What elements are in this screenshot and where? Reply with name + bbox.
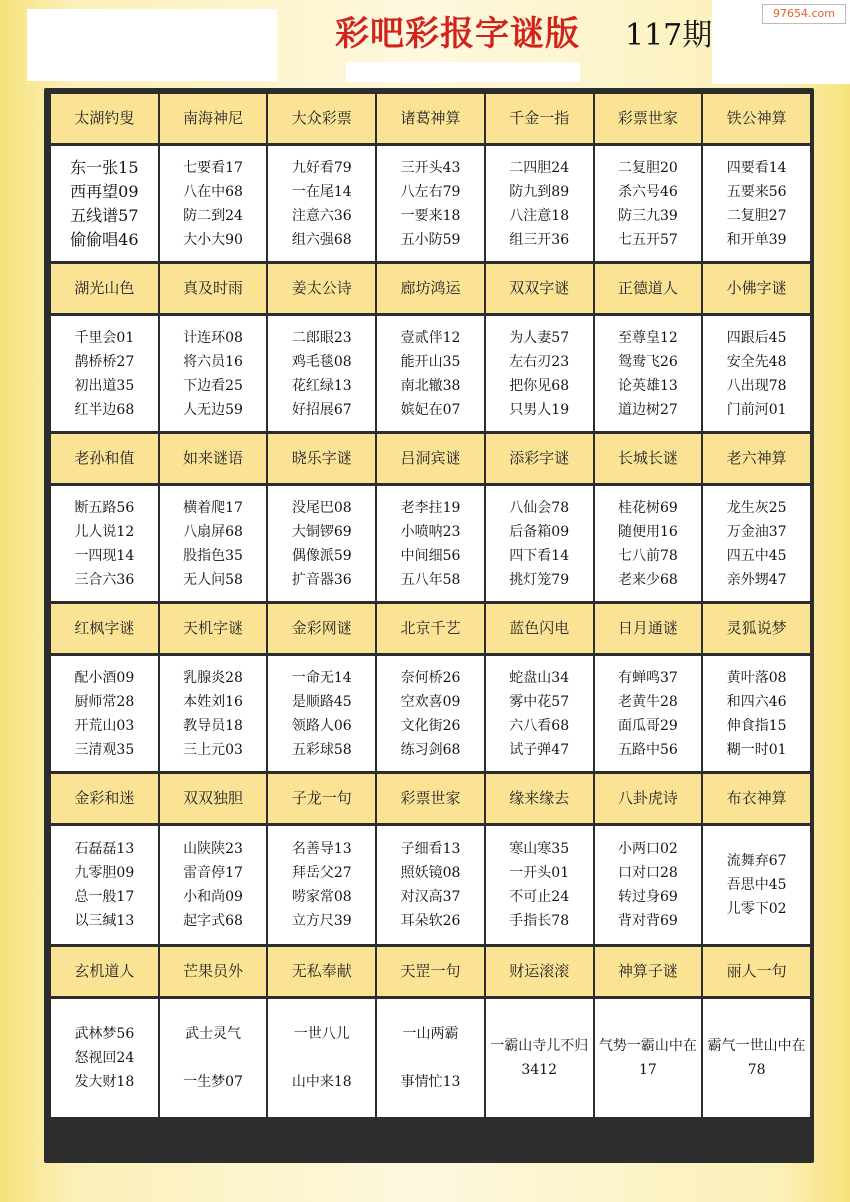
riddle-line: 小两口02 bbox=[618, 841, 678, 857]
riddle-line: 红半边68 bbox=[74, 401, 135, 418]
riddle-line: 和开单39 bbox=[726, 231, 787, 248]
riddle-line: 注意六36 bbox=[291, 207, 352, 224]
column-header: 财运滚滚 bbox=[486, 947, 593, 996]
column-header: 长城长谜 bbox=[595, 434, 702, 483]
column-header: 神算子谜 bbox=[595, 947, 702, 996]
riddle-line: 六八看68 bbox=[509, 717, 570, 734]
riddle-cell bbox=[377, 486, 484, 601]
riddle-line: 对汉高37 bbox=[400, 889, 461, 905]
riddle-line: 九好看79 bbox=[291, 159, 352, 176]
riddle-line: 二四胆24 bbox=[509, 159, 570, 176]
riddle-cell bbox=[595, 999, 702, 1117]
column-header: 双双独胆 bbox=[160, 774, 267, 823]
riddle-cell bbox=[486, 656, 593, 771]
column-header: 八卦虎诗 bbox=[595, 774, 702, 823]
riddle-line: 三合六36 bbox=[74, 571, 135, 588]
riddle-line: 八出现78 bbox=[726, 377, 787, 394]
riddle-line: 鸳鸯飞26 bbox=[618, 353, 678, 370]
riddle-cell bbox=[268, 316, 375, 431]
riddle-line: 起字式68 bbox=[183, 913, 243, 929]
watermark-logo: 97654.com bbox=[762, 4, 846, 24]
riddle-line: 防二到24 bbox=[183, 207, 243, 224]
riddle-line: 西再望09 bbox=[70, 181, 139, 201]
riddle-line: 一生梦07 bbox=[183, 1074, 243, 1090]
riddle-line: 一命无14 bbox=[291, 669, 352, 686]
riddle-line: 教导员18 bbox=[183, 717, 243, 734]
riddle-line: 武士灵气 bbox=[185, 1026, 242, 1042]
riddle-line: 糊一时01 bbox=[726, 741, 787, 758]
column-header: 双双字谜 bbox=[486, 264, 593, 313]
column-header: 蓝色闪电 bbox=[486, 604, 593, 653]
riddle-line: 左右刃23 bbox=[509, 353, 570, 370]
riddle-line: 一世八儿 bbox=[293, 1026, 350, 1042]
riddle-line: 三上元03 bbox=[183, 741, 243, 758]
riddle-line: 南北辙38 bbox=[400, 377, 461, 394]
riddle-line: 照妖镜08 bbox=[400, 865, 461, 881]
riddle-line: 嫔妃在07 bbox=[400, 401, 461, 418]
riddle-line: 偷偷唱46 bbox=[70, 229, 139, 249]
column-header: 千金一指 bbox=[486, 94, 593, 143]
column-header: 添彩字谜 bbox=[486, 434, 593, 483]
riddle-line: 偶像派59 bbox=[291, 547, 352, 564]
riddle-line: 扩音器36 bbox=[291, 571, 352, 588]
riddle-line: 龙生灰25 bbox=[726, 499, 787, 516]
column-header: 红枫字谜 bbox=[51, 604, 158, 653]
riddle-line: 小和尚09 bbox=[183, 889, 243, 905]
riddle-line: 东一张15 bbox=[70, 157, 139, 177]
riddle-line: 七八前78 bbox=[618, 547, 678, 564]
column-header: 北京千艺 bbox=[377, 604, 484, 653]
riddle-line: 小喷呐23 bbox=[400, 523, 461, 540]
riddle-line: 唠家常08 bbox=[291, 889, 352, 905]
column-header: 吕洞宾谜 bbox=[377, 434, 484, 483]
riddle-line: 拜岳父27 bbox=[291, 865, 352, 881]
column-header: 廊坊鸿运 bbox=[377, 264, 484, 313]
riddle-line: 五八年58 bbox=[400, 571, 461, 588]
riddle-line: 只男人19 bbox=[509, 401, 570, 418]
riddle-line: 伸食指15 bbox=[726, 717, 787, 734]
riddle-cell bbox=[160, 316, 267, 431]
riddle-line: 鸡毛毯08 bbox=[291, 353, 352, 370]
riddle-cell bbox=[377, 999, 484, 1117]
riddle-line: 防九到89 bbox=[509, 183, 570, 200]
riddle-cell bbox=[268, 826, 375, 944]
riddle-cell bbox=[268, 999, 375, 1117]
riddle-cell bbox=[377, 656, 484, 771]
riddle-line: 亲外甥47 bbox=[726, 571, 787, 588]
riddle-line: 万金油37 bbox=[726, 523, 787, 540]
riddle-line: 立方尺39 bbox=[291, 913, 352, 929]
riddle-line: 八扇屏68 bbox=[183, 523, 243, 540]
column-header: 缘来缘去 bbox=[486, 774, 593, 823]
riddle-line: 怒视回24 bbox=[74, 1050, 135, 1066]
riddle-line: 人无边59 bbox=[183, 401, 243, 418]
riddle-line: 一霸山寺儿不归3412 bbox=[490, 1038, 589, 1078]
riddle-line: 乳腺炎28 bbox=[183, 669, 243, 686]
riddle-line: 雷音停17 bbox=[183, 865, 243, 881]
riddle-line: 不可止24 bbox=[509, 889, 570, 905]
riddle-line: 门前河01 bbox=[726, 401, 787, 418]
riddle-line: 练习剑68 bbox=[400, 741, 461, 758]
riddle-cell bbox=[160, 486, 267, 601]
riddle-cell bbox=[595, 826, 702, 944]
riddle-line: 发大财18 bbox=[74, 1074, 135, 1090]
riddle-cell bbox=[486, 316, 593, 431]
riddle-line: 口对口28 bbox=[618, 865, 678, 881]
riddle-line: 武林梦56 bbox=[74, 1026, 135, 1042]
riddle-line: 组六强68 bbox=[291, 231, 352, 248]
column-header: 晓乐字谜 bbox=[268, 434, 375, 483]
riddle-line: 本姓刘16 bbox=[183, 693, 243, 710]
riddle-line: 山中来18 bbox=[291, 1074, 352, 1090]
column-header: 老孙和值 bbox=[51, 434, 158, 483]
riddle-cell bbox=[703, 146, 810, 261]
column-header: 姜太公诗 bbox=[268, 264, 375, 313]
riddle-line: 为人妻57 bbox=[509, 329, 570, 346]
riddle-line: 挑灯笼79 bbox=[509, 571, 570, 588]
riddle-cell bbox=[51, 999, 158, 1117]
riddle-cell bbox=[486, 486, 593, 601]
riddle-cell bbox=[703, 999, 810, 1117]
riddle-line: 老来少68 bbox=[618, 571, 678, 588]
riddle-line: 一山两霸 bbox=[402, 1026, 459, 1042]
riddle-line: 有蝉鸣37 bbox=[618, 669, 678, 686]
riddle-line: 防三九39 bbox=[618, 207, 678, 224]
riddle-line: 老黄牛28 bbox=[618, 693, 678, 710]
riddle-line: 黄叶落08 bbox=[726, 669, 787, 686]
riddle-cell bbox=[51, 486, 158, 601]
riddle-line: 事情忙13 bbox=[400, 1074, 461, 1090]
riddle-cell bbox=[595, 316, 702, 431]
column-header: 铁公神算 bbox=[703, 94, 810, 143]
riddle-line: 后备箱09 bbox=[509, 523, 570, 540]
riddle-line: 雾中花57 bbox=[509, 693, 570, 710]
riddle-cell bbox=[268, 656, 375, 771]
riddle-line: 山陕陕23 bbox=[183, 841, 243, 857]
riddle-cell bbox=[703, 826, 810, 944]
riddle-line: 五路中56 bbox=[618, 741, 678, 758]
riddle-line: 鹊桥桥27 bbox=[74, 353, 135, 370]
riddle-line: 千里会01 bbox=[74, 329, 135, 346]
column-header: 真及时雨 bbox=[160, 264, 267, 313]
riddle-line: 流舞弃67 bbox=[726, 853, 787, 869]
column-header: 湖光山色 bbox=[51, 264, 158, 313]
column-header: 玄机道人 bbox=[51, 947, 158, 996]
riddle-cell bbox=[268, 486, 375, 601]
riddle-line: 背对背69 bbox=[618, 913, 678, 929]
riddle-line: 三开头43 bbox=[400, 159, 461, 176]
riddle-line: 霸气一世山中在78 bbox=[707, 1038, 806, 1078]
riddle-cell bbox=[595, 486, 702, 601]
riddle-line: 五小防59 bbox=[400, 231, 461, 248]
riddle-line: 桂花树69 bbox=[618, 499, 678, 516]
riddle-line: 中间细56 bbox=[400, 547, 461, 564]
riddle-line: 子细看13 bbox=[400, 841, 461, 857]
riddle-line: 气势一霸山中在17 bbox=[598, 1038, 697, 1078]
riddle-line: 耳朵软26 bbox=[400, 913, 461, 929]
column-header: 大众彩票 bbox=[268, 94, 375, 143]
riddle-line: 横着爬17 bbox=[183, 499, 243, 516]
column-header: 南海神尼 bbox=[160, 94, 267, 143]
riddle-cell bbox=[377, 146, 484, 261]
riddle-line: 八注意18 bbox=[509, 207, 570, 224]
riddle-line: 总一般17 bbox=[74, 889, 135, 905]
riddle-line: 以三缄13 bbox=[74, 913, 135, 929]
page-title: 彩吧彩报字谜版 bbox=[335, 14, 580, 54]
riddle-line: 随便用16 bbox=[618, 523, 678, 540]
column-header: 天罡一句 bbox=[377, 947, 484, 996]
riddle-line: 股指色35 bbox=[183, 547, 243, 564]
riddle-line: 文化街26 bbox=[400, 717, 461, 734]
riddle-line: 至尊皇12 bbox=[618, 329, 678, 346]
riddle-line: 一在尾14 bbox=[291, 183, 352, 200]
riddle-line: 好招展67 bbox=[291, 401, 352, 418]
riddle-line: 试子弹47 bbox=[509, 741, 570, 758]
riddle-line: 计连环08 bbox=[183, 329, 243, 346]
column-header: 日月通谜 bbox=[595, 604, 702, 653]
riddle-cell bbox=[595, 656, 702, 771]
column-header: 彩票世家 bbox=[595, 94, 702, 143]
riddle-line: 断五路56 bbox=[74, 499, 135, 516]
riddle-line: 领路人06 bbox=[291, 717, 352, 734]
riddle-line: 二郎眼23 bbox=[291, 329, 352, 346]
column-header: 小佛字谜 bbox=[703, 264, 810, 313]
riddle-line: 儿人说12 bbox=[74, 523, 135, 540]
riddle-line: 配小酒09 bbox=[74, 669, 135, 686]
riddle-line: 寒山寒35 bbox=[509, 841, 570, 857]
riddle-line: 石磊磊13 bbox=[74, 841, 135, 857]
column-header: 布衣神算 bbox=[703, 774, 810, 823]
riddle-line: 吾思中45 bbox=[726, 877, 787, 893]
riddle-line: 九零胆09 bbox=[74, 865, 135, 881]
riddle-cell bbox=[51, 316, 158, 431]
riddle-cell bbox=[703, 486, 810, 601]
riddle-line: 手指长78 bbox=[509, 913, 570, 929]
riddle-line: 厨师常28 bbox=[74, 693, 135, 710]
riddle-line: 和四六46 bbox=[726, 693, 787, 710]
riddle-line: 七要看17 bbox=[183, 159, 243, 176]
column-header: 丽人一句 bbox=[703, 947, 810, 996]
riddle-line: 四跟后45 bbox=[726, 329, 787, 346]
riddle-line: 道边树27 bbox=[618, 401, 678, 418]
column-header: 金彩和迷 bbox=[51, 774, 158, 823]
riddle-line: 将六员16 bbox=[183, 353, 243, 370]
riddle-line: 五线谱57 bbox=[70, 205, 139, 225]
riddle-line: 无人问58 bbox=[183, 571, 243, 588]
blank-panel-left bbox=[27, 9, 277, 81]
riddle-line: 一四现14 bbox=[74, 547, 135, 564]
riddle-grid bbox=[51, 94, 810, 1117]
column-header: 子龙一句 bbox=[268, 774, 375, 823]
riddle-cell bbox=[486, 146, 593, 261]
riddle-line: 能开山35 bbox=[400, 353, 461, 370]
riddle-cell bbox=[160, 826, 267, 944]
riddle-line: 杀六号46 bbox=[618, 183, 678, 200]
riddle-line: 蛇盘山34 bbox=[509, 669, 570, 686]
riddle-line: 空欢喜09 bbox=[400, 693, 461, 710]
column-header: 灵狐说梦 bbox=[703, 604, 810, 653]
column-header: 诸葛神算 bbox=[377, 94, 484, 143]
riddle-cell bbox=[377, 826, 484, 944]
column-header: 正德道人 bbox=[595, 264, 702, 313]
column-header: 彩票世家 bbox=[377, 774, 484, 823]
riddle-line: 大小大90 bbox=[183, 231, 243, 248]
column-header: 如来谜语 bbox=[160, 434, 267, 483]
riddle-cell bbox=[51, 656, 158, 771]
column-header: 芒果员外 bbox=[160, 947, 267, 996]
riddle-line: 论英雄13 bbox=[618, 377, 678, 394]
column-header: 老六神算 bbox=[703, 434, 810, 483]
riddle-line: 八左右79 bbox=[400, 183, 461, 200]
column-header: 金彩网谜 bbox=[268, 604, 375, 653]
riddle-line: 四要看14 bbox=[726, 159, 787, 176]
riddle-cell bbox=[486, 826, 593, 944]
riddle-line: 没尾巴08 bbox=[291, 499, 352, 516]
riddle-cell bbox=[486, 999, 593, 1117]
riddle-cell bbox=[703, 656, 810, 771]
riddle-line: 把你见68 bbox=[509, 377, 570, 394]
riddle-line: 组三开36 bbox=[509, 231, 570, 248]
riddle-line: 奈何桥26 bbox=[400, 669, 461, 686]
blank-panel-subtitle bbox=[346, 62, 580, 82]
riddle-line: 八在中68 bbox=[183, 183, 243, 200]
riddle-cell bbox=[51, 146, 158, 261]
riddle-cell bbox=[595, 146, 702, 261]
riddle-line: 安全先48 bbox=[726, 353, 787, 370]
riddle-line: 一要来18 bbox=[400, 207, 461, 224]
riddle-line: 面瓜哥29 bbox=[618, 717, 678, 734]
column-header: 无私奉献 bbox=[268, 947, 375, 996]
riddle-line: 初出道35 bbox=[74, 377, 135, 394]
riddle-cell bbox=[51, 826, 158, 944]
riddle-line: 三清观35 bbox=[74, 741, 135, 758]
riddle-cell bbox=[377, 316, 484, 431]
riddle-line: 二复胆20 bbox=[618, 159, 678, 176]
riddle-line: 四下看14 bbox=[509, 547, 570, 564]
riddle-line: 下边看25 bbox=[183, 377, 243, 394]
riddle-line: 是顺路45 bbox=[291, 693, 352, 710]
riddle-line: 一开头01 bbox=[509, 865, 570, 881]
riddle-line: 开荒山03 bbox=[74, 717, 135, 734]
riddle-line: 老李拄19 bbox=[400, 499, 461, 516]
riddle-cell bbox=[160, 146, 267, 261]
riddle-line: 壹贰伴12 bbox=[400, 329, 461, 346]
issue-number: 117期 bbox=[625, 18, 713, 53]
riddle-line: 儿零下02 bbox=[726, 901, 787, 917]
riddle-cell bbox=[160, 999, 267, 1117]
riddle-line: 名善导13 bbox=[291, 841, 352, 857]
riddle-line: 二复胆27 bbox=[726, 207, 787, 224]
riddle-line: 转过身69 bbox=[618, 889, 678, 905]
riddle-line: 五彩球58 bbox=[291, 741, 352, 758]
riddle-line: 花红绿13 bbox=[291, 377, 352, 394]
riddle-cell bbox=[703, 316, 810, 431]
riddle-line: 五要来56 bbox=[726, 183, 787, 200]
riddle-line: 八仙会78 bbox=[509, 499, 570, 516]
column-header: 太湖钓叟 bbox=[51, 94, 158, 143]
riddle-cell bbox=[160, 656, 267, 771]
riddle-line: 大铜锣69 bbox=[291, 523, 352, 540]
riddle-line: 四五中45 bbox=[726, 547, 787, 564]
column-header: 天机字谜 bbox=[160, 604, 267, 653]
riddle-cell bbox=[268, 146, 375, 261]
riddle-line: 七五开57 bbox=[618, 231, 678, 248]
